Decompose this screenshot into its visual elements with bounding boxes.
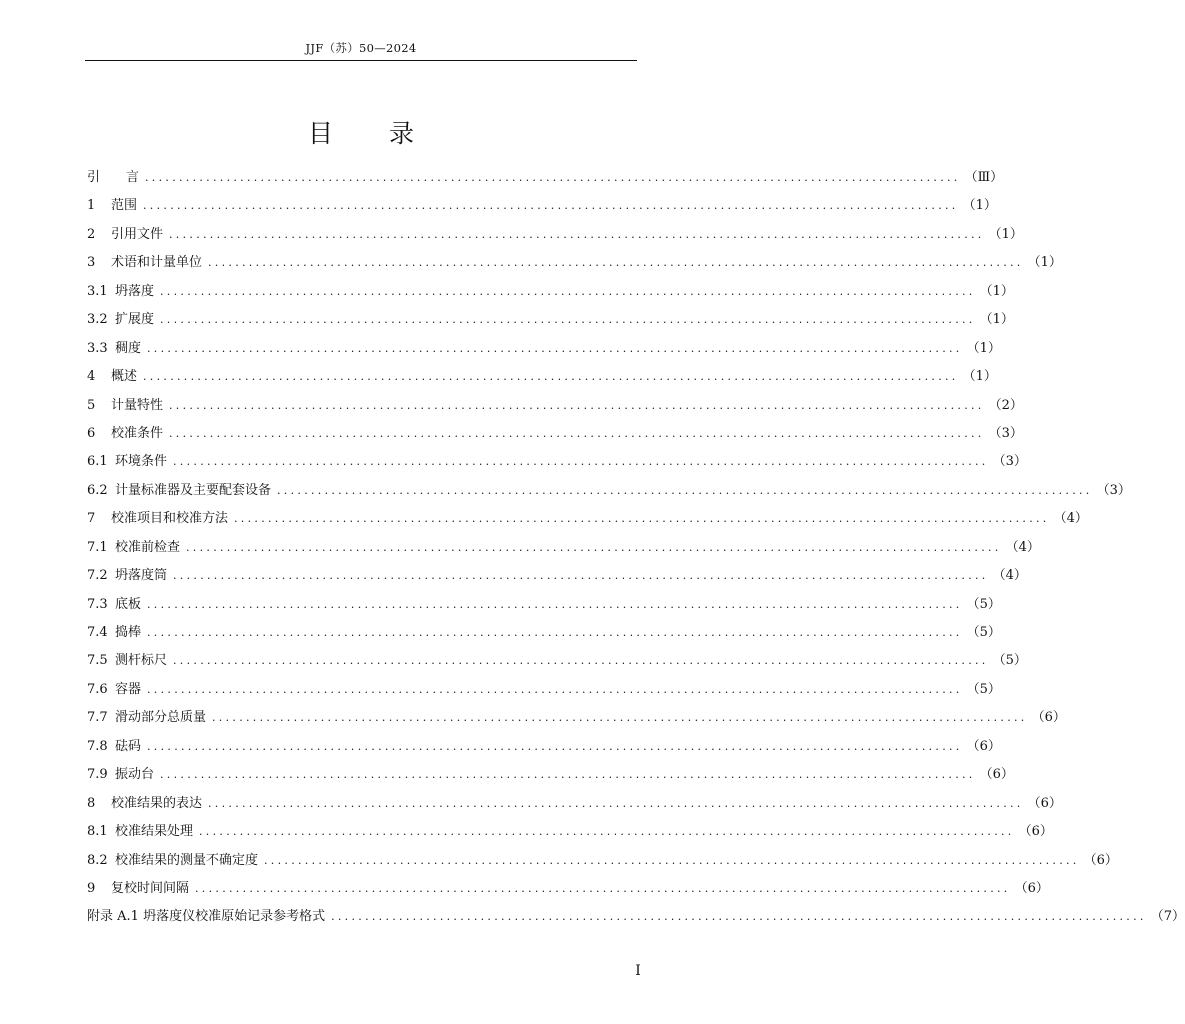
toc-leader-dots: ........................................................................................................................: [160, 768, 976, 782]
toc-entry[interactable]: [87, 594, 1001, 622]
toc-entry-number: 3.2: [87, 312, 108, 328]
toc-entry[interactable]: [87, 338, 1001, 366]
toc-entry-number: 7.3: [87, 596, 108, 612]
toc-leader-dots: ........................................................................................................................: [169, 426, 985, 440]
title-char-right: 录: [389, 119, 415, 148]
toc-entry[interactable]: [87, 366, 997, 394]
toc-entry-page: （6）: [1018, 824, 1053, 840]
page-title: [85, 114, 637, 150]
toc-entry-number: 7.8: [87, 738, 108, 754]
toc-entry-number: 7.9: [87, 767, 108, 783]
toc-entry-label: [87, 424, 163, 444]
toc-entry-title: 校准结果处理: [115, 824, 194, 840]
toc-entry-number: 3.3: [87, 340, 108, 356]
toc-leader-dots: ........................................................................................................................: [208, 256, 1024, 270]
toc-entry[interactable]: [87, 622, 1001, 650]
toc-entry-label: [87, 282, 154, 302]
toc-entry-page: （1）: [966, 340, 1001, 356]
toc-entry[interactable]: [87, 906, 1185, 934]
page-number: I: [635, 963, 641, 979]
toc-leader-dots: ........................................................................................................................: [234, 512, 1050, 526]
toc-entry-page: （5）: [966, 596, 1001, 612]
toc-entry-number: 8.1: [87, 824, 108, 840]
toc-leader-dots: ........................................................................................................................: [186, 540, 1002, 554]
toc-entry[interactable]: [87, 224, 1023, 252]
toc-entry-title: 砝码: [115, 738, 142, 754]
toc-entry-number: 2: [87, 226, 96, 242]
toc-leader-dots: ........................................................................................................................: [147, 626, 963, 639]
toc-leader-dots: ........................................................................................................................: [147, 739, 963, 753]
toc-entry-page: （3）: [992, 454, 1027, 470]
toc-leader-dots: ........................................................................................................................: [264, 853, 1080, 867]
toc-entry-number: 6.1: [87, 454, 108, 470]
toc-entry-title: 范围: [111, 198, 138, 214]
toc-entry[interactable]: [87, 793, 1062, 821]
toc-entry-number: 6.2: [87, 482, 108, 498]
toc-leader-dots: ........................................................................................................................: [160, 313, 976, 327]
toc-entry-page: （4）: [1053, 511, 1088, 527]
toc-entry-page: （1）: [988, 226, 1023, 242]
toc-entry-label: [87, 481, 271, 501]
toc-entry-title: 引 言: [87, 170, 140, 185]
toc-entry-label: [87, 765, 154, 785]
toc-entry[interactable]: [87, 423, 1023, 451]
title-char-left: 目: [307, 119, 333, 148]
toc-entry[interactable]: [87, 167, 1004, 195]
toc-entry-label: [87, 680, 141, 700]
toc-entry-label: [87, 253, 202, 273]
toc-entry-number: 7.6: [87, 681, 108, 697]
toc-entry-title: 捣棒: [115, 625, 142, 640]
toc-entry-page: （5）: [966, 681, 1001, 697]
toc-entry-title: 计量特性: [111, 397, 164, 413]
toc-leader-dots: ........................................................................................................................: [173, 654, 989, 668]
toc-entry-number: 7.2: [87, 568, 108, 584]
toc-entry-number: 4: [87, 369, 96, 385]
toc-entry-title: 坍落度筒: [115, 568, 168, 584]
toc-entry-title: 测杆标尺: [115, 653, 168, 669]
toc-entry-label: [87, 907, 325, 927]
toc-leader-dots: ........................................................................................................................: [147, 341, 963, 355]
toc-entry-label: [87, 168, 139, 188]
toc-leader-dots: ........................................................................................................................: [143, 199, 959, 213]
toc-entry-page: （4）: [992, 568, 1027, 584]
toc-entry[interactable]: [87, 508, 1088, 536]
toc-entry[interactable]: [87, 821, 1053, 849]
toc-leader-dots: ........................................................................................................................: [195, 881, 1011, 895]
toc-leader-dots: ........................................................................................................................: [145, 171, 961, 184]
toc-entry-number: 附录 A.1: [87, 909, 139, 925]
toc-entry[interactable]: [87, 395, 1023, 423]
toc-entry-label: [87, 396, 163, 416]
toc-entry-label: [87, 623, 141, 643]
toc-entry-page: （6）: [966, 738, 1001, 754]
toc-entry-title: 稠度: [115, 340, 142, 356]
toc-entry-label: [87, 509, 228, 529]
toc-entry-title: 计量标准器及主要配套设备: [115, 482, 272, 498]
toc-entry-number: 9: [87, 880, 96, 896]
toc-entry-title: 扩展度: [115, 312, 155, 328]
toc-entry-page: （6）: [1083, 852, 1118, 868]
toc-entry-title: 校准项目和校准方法: [111, 511, 229, 527]
toc-entry-label: [87, 452, 167, 472]
toc-entry-number: 7.5: [87, 653, 108, 669]
toc-entry-label: [87, 708, 206, 728]
toc-leader-dots: ........................................................................................................................: [173, 455, 989, 469]
toc-entry-title: 术语和计量单位: [111, 255, 203, 271]
toc-entry-title: 环境条件: [115, 454, 168, 470]
toc-entry-number: 1: [87, 198, 96, 214]
toc-entry-page: （6）: [1031, 710, 1066, 726]
running-header: JJF（苏）50—2024: [305, 41, 417, 55]
toc-leader-dots: ........................................................................................................................: [147, 682, 963, 696]
toc-entry-page: （3）: [988, 425, 1023, 441]
toc-entry[interactable]: [87, 537, 1040, 565]
toc-entry-number: 8.2: [87, 852, 108, 868]
toc-entry-label: [87, 538, 180, 558]
toc-entry-page: （1）: [962, 369, 997, 385]
toc-leader-dots: ........................................................................................................................: [143, 370, 959, 384]
toc-leader-dots: ........................................................................................................................: [331, 910, 1147, 924]
toc-entry-page: （7）: [1150, 909, 1185, 925]
toc-entry-page: （5）: [992, 653, 1027, 669]
toc-entry-title: 校准结果的表达: [111, 795, 203, 811]
toc-entry-title: 概述: [111, 369, 138, 385]
toc-entry-label: [87, 737, 141, 757]
toc-entry-number: 3.1: [87, 283, 108, 299]
toc-entry-page: （1）: [962, 198, 997, 214]
toc-entry-page: （1）: [979, 283, 1014, 299]
toc-entry[interactable]: [87, 707, 1066, 735]
toc-leader-dots: ........................................................................................................................: [212, 711, 1028, 725]
toc-entry-number: 3: [87, 255, 96, 271]
toc-entry[interactable]: [87, 451, 1027, 479]
toc-entry[interactable]: [87, 252, 1062, 280]
toc-leader-dots: ........................................................................................................................: [208, 796, 1024, 810]
toc-entry-number: 6: [87, 425, 96, 441]
toc-entry-page: （1）: [979, 312, 1014, 328]
toc-entry-number: 7.4: [87, 625, 108, 640]
toc-entry-label: [87, 651, 167, 671]
toc-entry[interactable]: [87, 565, 1027, 593]
toc-leader-dots: ........................................................................................................................: [277, 483, 1093, 497]
toc-entry-page: （3）: [1096, 482, 1131, 498]
toc-entry-label: [87, 367, 137, 387]
toc-entry-label: [87, 851, 258, 871]
toc-leader-dots: ........................................................................................................................: [173, 569, 989, 583]
toc-entry-page: （4）: [1005, 539, 1040, 555]
toc-entry-title: 坍落度仪校准原始记录参考格式: [143, 909, 326, 925]
toc-entry-label: [87, 822, 193, 842]
toc-entry-title: 引用文件: [111, 226, 164, 242]
toc-entry-title: 振动台: [115, 767, 155, 783]
toc-entry-title: 校准结果的测量不确定度: [115, 852, 259, 868]
toc-entry-title: 校准前检查: [115, 539, 181, 555]
toc-leader-dots: ........................................................................................................................: [169, 398, 985, 412]
toc-entry-page: （2）: [988, 397, 1023, 413]
toc-entry-label: [87, 595, 141, 615]
toc-entry-title: 校准条件: [111, 425, 164, 441]
toc-entry-page: （5）: [966, 625, 1001, 640]
header-rule: [85, 60, 637, 61]
toc-entry-title: 底板: [115, 596, 142, 612]
toc-entry-label: [87, 310, 154, 330]
toc-entry[interactable]: [87, 850, 1118, 878]
toc-leader-dots: ........................................................................................................................: [169, 227, 985, 241]
table-of-contents: [87, 167, 1185, 935]
toc-leader-dots: ........................................................................................................................: [147, 597, 963, 611]
toc-entry-number: 7: [87, 511, 96, 527]
toc-entry-label: [87, 196, 137, 216]
toc-entry[interactable]: [87, 764, 1014, 792]
toc-entry[interactable]: [87, 736, 1001, 764]
toc-entry-page: （6）: [1027, 795, 1062, 811]
toc-entry-label: [87, 339, 141, 359]
toc-entry-number: 5: [87, 397, 96, 413]
toc-entry-page: （6）: [1014, 880, 1049, 896]
toc-entry-title: 容器: [115, 681, 142, 697]
toc-entry-label: [87, 225, 163, 245]
toc-entry[interactable]: [87, 679, 1001, 707]
toc-entry[interactable]: [87, 195, 997, 223]
toc-entry-title: 滑动部分总质量: [115, 710, 207, 726]
toc-entry-label: [87, 879, 189, 899]
toc-entry[interactable]: [87, 309, 1014, 337]
toc-entry-number: 7.1: [87, 539, 108, 555]
toc-entry[interactable]: [87, 281, 1014, 309]
toc-entry-page: （Ⅲ）: [964, 170, 1004, 185]
toc-entry-number: 7.7: [87, 710, 108, 726]
toc-entry-page: （6）: [979, 767, 1014, 783]
toc-entry-title: 复校时间间隔: [111, 880, 190, 896]
toc-entry[interactable]: [87, 650, 1027, 678]
toc-entry-label: [87, 566, 167, 586]
toc-entry[interactable]: [87, 878, 1049, 906]
toc-leader-dots: ........................................................................................................................: [160, 284, 976, 298]
toc-entry-page: （1）: [1027, 255, 1062, 271]
toc-entry-title: 坍落度: [115, 283, 155, 299]
toc-entry[interactable]: [87, 480, 1131, 508]
toc-entry-label: [87, 794, 202, 814]
toc-leader-dots: ........................................................................................................................: [199, 825, 1015, 839]
toc-entry-number: 8: [87, 795, 96, 811]
